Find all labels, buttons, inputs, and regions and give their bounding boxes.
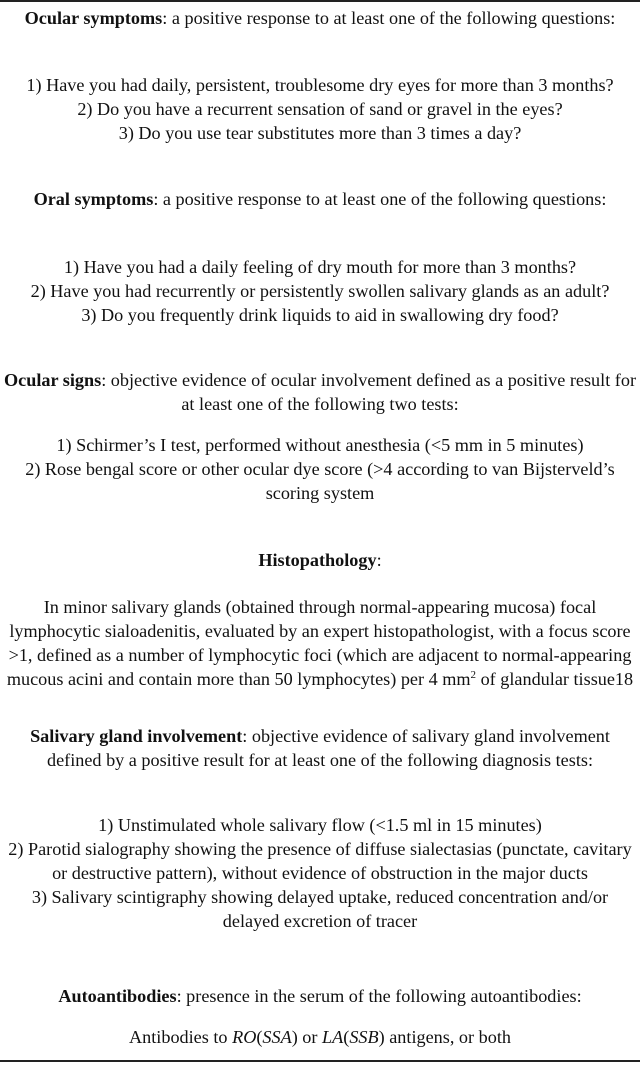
list-item: 2) Rose bengal score or other ocular dye score (>4 according to van Bijsterveld’s scoring system: [25, 459, 615, 503]
section-intro: : a positive response to at least one of the following questions:: [153, 189, 607, 209]
antibody-text: (: [343, 1027, 350, 1047]
superscript: 2: [470, 668, 477, 681]
section-title: Ocular symptoms: [24, 8, 163, 28]
list-item: 2) Have you had recurrently or persistently swollen salivary glands as an adult?: [30, 281, 610, 301]
ocular-signs-tests: [2, 433, 638, 505]
section-title: Salivary gland involvement: [30, 726, 243, 746]
section-heading: [2, 368, 638, 416]
section-title: Oral symptoms: [33, 189, 154, 209]
section-intro: : presence in the serum of the following autoantibodies:: [176, 986, 582, 1006]
section-title: Autoantibodies: [58, 986, 177, 1006]
oral-symptoms-questions: [2, 255, 638, 327]
section-heading: [2, 984, 638, 1008]
section-histopathology: [2, 548, 638, 572]
autoantibodies-text: [2, 1025, 638, 1049]
list-item: 1) Have you had daily, persistent, troublesome dry eyes for more than 3 months?: [26, 75, 614, 95]
antigen-ssb: SSB: [349, 1027, 379, 1047]
section-heading: [2, 724, 638, 772]
section-ocular-symptoms: [2, 6, 638, 30]
bottom-rule: [0, 1060, 640, 1062]
section-intro: : objective evidence of salivary gland involvement defined by a positive result for at least one of the following diagnosis tests:: [46, 726, 610, 770]
antigen-ssa: SSA: [262, 1027, 292, 1047]
ocular-symptoms-questions: [2, 73, 638, 145]
antigen-la: LA: [322, 1027, 344, 1047]
section-salivary-gland-involvement: [2, 724, 638, 772]
antibody-text: ) or: [291, 1027, 323, 1047]
list-item: 1) Have you had a daily feeling of dry mouth for more than 3 months?: [63, 257, 577, 277]
list-item: 3) Do you frequently drink liquids to aid in swallowing dry food?: [81, 305, 559, 325]
section-intro: : objective evidence of ocular involvement defined as a positive result for at least one of the following two tests:: [101, 370, 637, 414]
list-item: 2) Do you have a recurrent sensation of sand or gravel in the eyes?: [77, 99, 563, 119]
histopathology-text: [2, 595, 638, 691]
section-intro: : a positive response to at least one of the following questions:: [162, 8, 616, 28]
section-heading: [2, 187, 638, 211]
list-item: 3) Do you use tear substitutes more than 3 times a day?: [118, 123, 522, 143]
list-item: 1) Schirmer’s I test, performed without anesthesia (<5 mm in 5 minutes): [56, 435, 584, 455]
section-heading: [2, 548, 638, 572]
section-autoantibodies: [2, 984, 638, 1008]
section-oral-symptoms: [2, 187, 638, 211]
top-rule: [0, 0, 640, 2]
section-heading: [2, 6, 638, 30]
antibody-text: ) antigens, or both: [378, 1027, 511, 1047]
section-title: Ocular signs: [3, 370, 102, 390]
section-ocular-signs: [2, 368, 638, 416]
histopathology-body-end: of glandular tissue18: [476, 669, 634, 689]
antigen-ro: RO: [232, 1027, 257, 1047]
list-item: 1) Unstimulated whole salivary flow (<1.5 ml in 15 minutes): [98, 815, 542, 835]
section-title: Histopathology: [258, 550, 377, 570]
antibody-text: (: [256, 1027, 263, 1047]
list-item: 2) Parotid sialography showing the presence of diffuse sialectasias (punctate, cavitary or destructive pattern), without evidence of obstruction in the major ducts: [8, 839, 632, 883]
salivary-gland-tests: [2, 813, 638, 933]
antibody-text: Antibodies to: [129, 1027, 233, 1047]
list-item: 3) Salivary scintigraphy showing delayed uptake, reduced concentration and/or delayed excretion of tracer: [31, 887, 609, 931]
section-intro: :: [376, 550, 382, 570]
histopathology-body: In minor salivary glands (obtained through normal-appearing mucosa) focal lymphocytic sialoadenitis, evaluated by an expert histopathologist, with a focus score >1, defined as a number of lymphocytic foci (which are adjacent to normal-appearing mucous acini and contain more than 50 lymphocytes) per 4 mm: [6, 597, 632, 689]
